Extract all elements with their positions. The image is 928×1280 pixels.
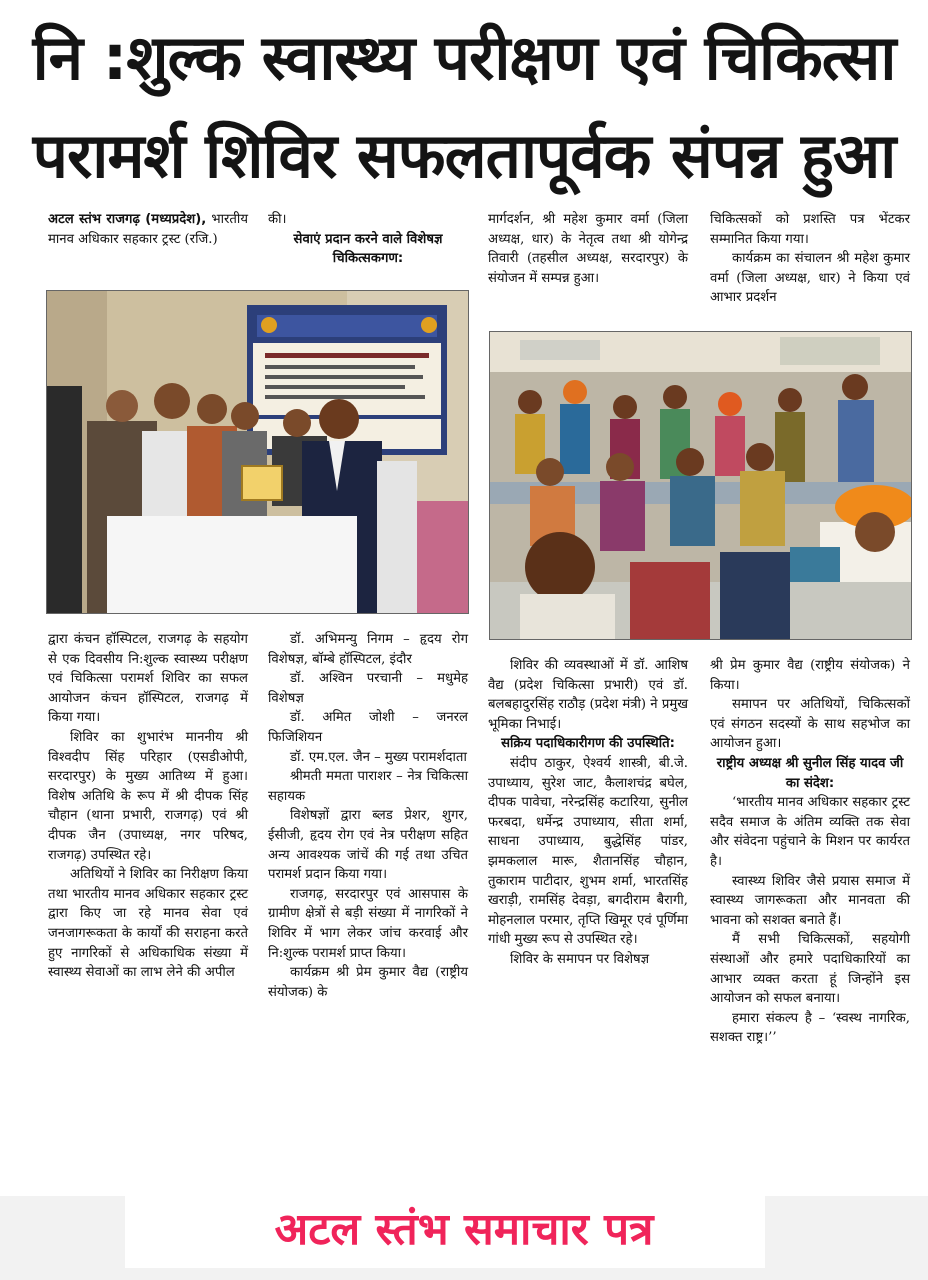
message-subhead: राष्ट्रीय अध्यक्ष श्री सुनील सिंह यादव जी का संदेश: — [716, 755, 904, 791]
col4-top-p2: कार्यक्रम का संचालन श्री महेश कुमार वर्मा (जिला अध्यक्ष, धार) ने किया एवं आभार प्रदर्शन — [710, 251, 910, 306]
doctor-3: डॉ. अमित जोशी – जनरल फिजिशियन — [268, 710, 468, 745]
doctor-5: श्रीमती ममता पाराशर – नेत्र चिकित्सा सहायक — [268, 769, 468, 804]
doctor-4: डॉ. एम.एल. जैन – मुख्य परामर्शदाता — [290, 749, 467, 765]
message-p2: स्वास्थ्य शिविर जैसे प्रयास समाज में स्वास्थ्य जागरूकता और मानवता की भावना को सशक्त बनाते हैं। — [710, 873, 910, 928]
column-2-bottom — [268, 630, 468, 1002]
column-2-top — [268, 210, 468, 269]
doctor-2: डॉ. अश्विन परचानी – मधुमेह विशेषज्ञ — [268, 671, 468, 706]
col3-bottom-p1: शिविर की व्यवस्थाओं में डॉ. आशिष वैद्य (प्रदेश चिकित्सा प्रभारी) एवं डॉ. बलबहादुरसिंह राठौड़ (प्रदेश मंत्री) ने प्रमुख भूमिका निभाई। — [488, 658, 688, 732]
column-1-bottom — [48, 630, 248, 983]
col2-bottom-p7: राजगढ़, सरदारपुर एवं आसपास के ग्रामीण क्षेत्रों से बड़ी संख्या में नागरिकों ने शिविर में भाग लेकर जांच करवाई और नि:शुल्क परामर्श प्राप्त किया। — [268, 886, 468, 961]
col4-bottom-p2: समापन पर अतिथियों, चिकित्सकों एवं संगठन सदस्यों के साथ सहभोज का आयोजन हुआ। — [710, 697, 910, 752]
col3-top-text: मार्गदर्शन, श्री महेश कुमार वर्मा (जिला अध्यक्ष, धार) के नेतृत्व तथा श्री योगेन्द्र तिवारी (तहसील अध्यक्ष, सरदारपुर) के संयोजन में सम्पन्न हुआ। — [488, 212, 688, 286]
message-p4: हमारा संकल्प है – ‘स्वस्थ नागरिक, सशक्त राष्ट्र।’’ — [710, 1010, 910, 1046]
col2-bottom-p8: कार्यक्रम श्री प्रेम कुमार वैद्य (राष्ट्रीय संयोजक) के — [268, 965, 468, 1000]
doctor-1: डॉ. अभिमन्यु निगम – हृदय रोग विशेषज्ञ, बॉम्बे हॉस्पिटल, इंदौर — [268, 632, 468, 667]
col1-bottom-p2: शिविर का शुभारंभ माननीय श्री विश्वदीप सिंह परिहार (एसडीओपी, सरदारपुर) के मुख्य आतिथ्य में हुआ। विशेष अतिथि के रूप में श्री दीपक सिंह चौहान (थाना प्रभारी, राजगढ़) एवं श्री दीपक जैन (उपाध्यक्ष, नगर परिषद, राजगढ़) उपस्थित रहे। — [48, 729, 248, 863]
patients-hall-illustration — [490, 332, 911, 639]
experts-subhead: सेवाएं प्रदान करने वाले विशेषज्ञ चिकित्सकगण: — [293, 231, 443, 267]
officials-list: संदीप ठाकुर, ऐश्वर्य शास्त्री, बी.जे. उपाध्याय, सुरेश जाट, कैलाशचंद्र बघेल, दीपक पावेचा, नरेन्द्रसिंह कटारिया, सुनील फरबदा, धर्मेन्द्र उपाध्याय, सीता शर्मा, साधना उपाध्याय, बुद्धेसिंह पांडर, झमकलाल मारू, शैतानसिंह चौहान, तुकाराम पाटीदार, शुभम शर्मा, भारतसिंह खराड़ी, रामसिंह देवड़ा, बगदीराम बैरागी, मोहनलाल परमार, तृप्ति खिमूर एवं पूर्णिमा गांधी मुख्य रूप से उपस्थित रहे। — [488, 755, 688, 948]
message-p1: ‘भारतीय मानव अधिकार सहकार ट्रस्ट सदैव समाज के अंतिम व्यक्ति तक सेवा और संवेदना पहुंचाने के मिशन पर कार्यरत है। — [710, 795, 910, 869]
column-1-top — [48, 210, 248, 249]
dateline: अटल स्तंभ राजगढ़ (मध्यप्रदेश), — [48, 212, 207, 227]
col1-bottom-p3: अतिथियों ने शिविर का निरीक्षण किया तथा भारतीय मानव अधिकार सहकार ट्रस्ट द्वारा किए जा रहे मानव सेवा एवं जनजागरूकता के कार्यों की सराहना करते हुए नागरिकों से अधिकाधिक संख्या में स्वास्थ्य सेवाओं का लाभ लेने की अपील — [48, 867, 248, 981]
column-4-top — [710, 210, 910, 308]
intro-text: भारतीय मानव अधिकार सहकार ट्रस्ट (रजि.) — [48, 212, 248, 247]
col4-bottom-p1: श्री प्रेम कुमार वैद्य (राष्ट्रीय संयोजक) ने किया। — [710, 658, 910, 693]
column-4-bottom — [710, 656, 910, 1048]
message-p3: मैं सभी चिकित्सकों, सहयोगी संस्थाओं और हमारे पदाधिकारियों का आभार व्यक्त करता हूं जिन्होंने इस आयोजन को सफल बनाया। — [710, 932, 910, 1007]
col4-top-p1: चिकित्सकों को प्रशस्ति पत्र भेंटकर सम्मानित किया गया। — [710, 212, 910, 247]
headline-line-2: परामर्श शिविर सफलतापूर्वक संपन्न हुआ — [32, 119, 896, 192]
col2-top-text: की। — [268, 212, 287, 227]
col1-bottom-p1: द्वारा कंचन हॉस्पिटल, राजगढ़ के सहयोग से एक दिवसीय नि:शुल्क स्वास्थ्य परीक्षण एवं चिकित्सा परामर्श शिविर का सफल आयोजन कंचन हॉस्पिटल, राजगढ़ में किया गया। — [48, 632, 248, 726]
photo-felicitation — [46, 290, 469, 614]
col2-bottom-p6: विशेषज्ञों द्वारा ब्लड प्रेशर, शुगर, ईसीजी, हृदय रोग एवं नेत्र परीक्षण सहित अन्य आवश्यक जांचें की गई तथा उचित परामर्श प्रदान किया गया। — [268, 808, 468, 883]
headline-line-1: नि :शुल्क स्वास्थ्य परीक्षण एवं चिकित्सा — [32, 21, 896, 94]
photo-patients-hall — [489, 331, 912, 640]
officials-subhead: सक्रिय पदाधिकारीगण की उपस्थिति: — [501, 736, 675, 752]
column-3-bottom — [488, 656, 688, 970]
column-3-top — [488, 210, 688, 288]
col3-bottom-p3: शिविर के समापन पर विशेषज्ञ — [510, 951, 650, 967]
footer-masthead: अटल स्तंभ समाचार पत्र — [274, 1204, 654, 1255]
felicitation-illustration — [47, 291, 468, 613]
